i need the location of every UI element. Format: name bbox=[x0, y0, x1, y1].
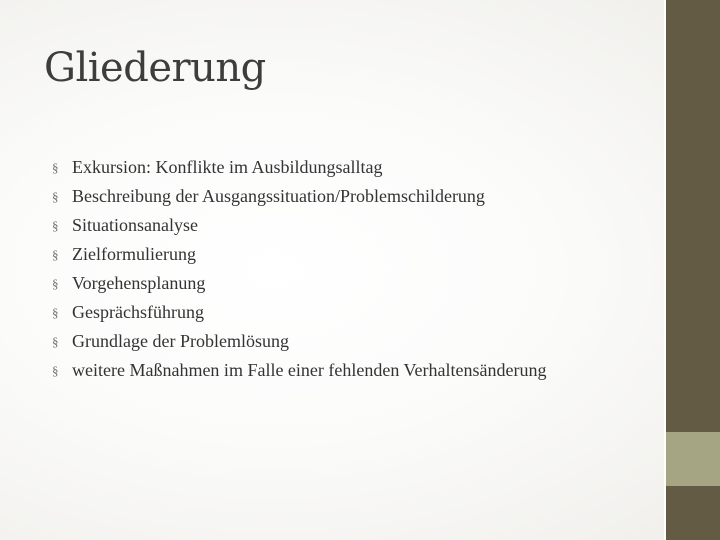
slide-title: Gliederung bbox=[44, 45, 266, 91]
bullet-item-beschreibung bbox=[52, 185, 652, 208]
bullet-text: Gesprächsführung bbox=[72, 302, 204, 322]
bullet-text: Zielformulierung bbox=[72, 244, 196, 264]
bullet-item-exkursion bbox=[52, 156, 652, 179]
bullet-item-vorgehensplanung bbox=[52, 272, 652, 295]
section-sign-icon: § bbox=[52, 189, 59, 204]
section-sign-icon: § bbox=[52, 160, 59, 175]
section-sign-icon: § bbox=[52, 276, 59, 291]
bullet-text: Situationsanalyse bbox=[72, 215, 198, 235]
bullet-text: weitere Maßnahmen im Falle einer fehlenden Verhaltensänderung bbox=[72, 360, 547, 380]
section-sign-icon: § bbox=[52, 334, 59, 349]
bullet-text: Grundlage der Problemlösung bbox=[72, 331, 289, 351]
bullet-list bbox=[52, 156, 652, 388]
bullet-item-zielformulierung bbox=[52, 243, 652, 266]
bullet-text: Vorgehensplanung bbox=[72, 273, 206, 293]
bullet-item-grundlage bbox=[52, 330, 652, 353]
bullet-text: Beschreibung der Ausgangssituation/Problemschilderung bbox=[72, 186, 485, 206]
bullet-text: Exkursion: Konflikte im Ausbildungsalltag bbox=[72, 157, 383, 177]
side-bar-accent-block bbox=[666, 432, 720, 486]
bullet-item-weitere-massnahmen bbox=[52, 359, 652, 382]
section-sign-icon: § bbox=[52, 247, 59, 262]
bullet-item-gespraechsfuehrung bbox=[52, 301, 652, 324]
section-sign-icon: § bbox=[52, 218, 59, 233]
section-sign-icon: § bbox=[52, 305, 59, 320]
section-sign-icon: § bbox=[52, 363, 59, 378]
bullet-item-situationsanalyse bbox=[52, 214, 652, 237]
